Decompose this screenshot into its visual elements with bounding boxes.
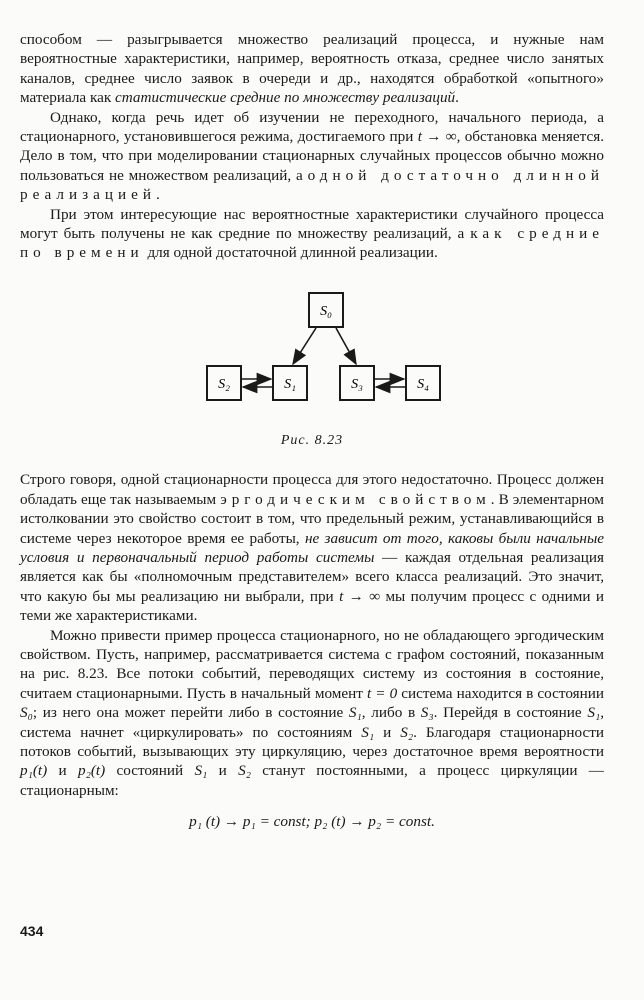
paragraph-4 xyxy=(20,470,604,625)
text-run: и xyxy=(47,762,78,780)
spaced-text: как средние по времени xyxy=(20,225,604,262)
text-run: . Благодаря стационарности потоков событий, вызывающих эту циркуляцию, через достаточное время вероятности xyxy=(20,723,604,760)
text-run: — каждая отдельная реализация является как бы «полномочным представителем» всего класса реализаций. Это значит, что какую бы мы реализацию ни выбрали, при xyxy=(20,548,604,605)
text-run: для одной достаточной длинной реализации. xyxy=(143,244,438,262)
text-run: Можно привести пример процесса стационарного, но не обладающего эргодическим свойством. Пусть, например, рассматривается система с графом состояний, показанным на рис. 8.23. Все потоки событий, переводящих систему из состояния в состояние, считаем стационарными. Пусть в начальный момент xyxy=(20,626,604,702)
math-inline: p₂(t) xyxy=(78,762,106,780)
math-inline: S₀ xyxy=(20,704,33,722)
state-label-s2: S₂ xyxy=(218,376,230,392)
text-run: . В элементарном истолковании это свойство состоит в том, что предельный режим, устанавливающийся в системе через некоторое время ее работы, xyxy=(20,490,604,547)
paragraph-1 xyxy=(20,30,604,108)
math-limit: t → ∞ xyxy=(339,587,381,605)
paragraph-5 xyxy=(20,626,604,801)
text-run: . xyxy=(455,89,459,107)
paragraph-3 xyxy=(20,205,604,263)
spaced-text: эргодическим свойством xyxy=(220,490,491,508)
math-inline: S₁ xyxy=(348,704,362,722)
state-label-s0: S₀ xyxy=(320,303,332,319)
math-inline: S₁ xyxy=(587,704,601,722)
text-run: система находится в состоянии xyxy=(397,684,604,702)
state-label-s4: S₄ xyxy=(417,376,429,392)
text-run: мы получим процесс с одними и теми же характеристиками. xyxy=(20,587,605,625)
arrow-s0-s3 xyxy=(336,328,356,364)
text-run: станут постоянными, а процесс циркуляции — стационарным: xyxy=(20,762,604,799)
text-run: , обстановка меняется. Дело в том, что при моделировании стационарных случайных процессов обычно можно пользоваться не множеством реализаций, а xyxy=(20,128,604,184)
state-graph xyxy=(20,273,604,433)
text-run: . Перейдя в состояние xyxy=(433,704,588,722)
italic-text: не зависит от того, каковы были начальные условия и первоначальный период работы системы xyxy=(20,529,604,566)
state-label-s1: S₁ xyxy=(284,376,296,392)
text-run: состояний xyxy=(105,762,195,780)
text-run: и xyxy=(374,723,401,741)
math-inline: S₁ xyxy=(361,723,375,741)
math-limit: t → ∞ xyxy=(417,128,457,146)
text-run: При этом интересующие нас вероятностные характеристики случайного процесса могут быть получены не как средние по множеству реализаций, а xyxy=(20,205,604,243)
page-text xyxy=(20,30,604,832)
state-label-s3: S₃ xyxy=(351,376,363,392)
text-run: ; из него она может перейти либо в состояние xyxy=(32,704,349,722)
math-inline: t = 0 xyxy=(366,684,398,702)
math-inline: S₃ xyxy=(420,704,434,722)
paragraph-2 xyxy=(20,108,604,205)
text-run: . xyxy=(155,186,160,204)
math-inline: S₂ xyxy=(238,762,251,780)
text-run: и xyxy=(207,762,239,780)
math-inline: p₁(t) xyxy=(20,762,48,780)
math-inline: S₂ xyxy=(400,723,414,741)
math-inline: S₁ xyxy=(194,762,208,780)
italic-text: статистические средние по множеству реализаций xyxy=(115,89,456,107)
spaced-text: одной достаточно длинной реализацией xyxy=(20,166,604,204)
figure-caption: Рис. 8.23 xyxy=(280,432,344,448)
text-run: Однако, когда речь идет об изучении не переходного, начального периода, а стационарного, установившегося режима, достигаемого при xyxy=(20,108,604,146)
text-run: способом — разыгрывается множество реализаций процесса, и нужные нам вероятностные характеристики, например, вероятность отказа, среднее число занятых каналов, среднее число заявок в очереди и др., находятся обработкой «опытного» материала как xyxy=(20,31,604,107)
text-run: Строго говоря, одной стационарности процесса для этого недостаточно. Процесс должен обладать еще так называемым xyxy=(20,471,604,508)
text-run: , система начнет «циркулировать» по состояниям xyxy=(20,704,605,741)
state-graph-figure xyxy=(20,273,604,451)
arrow-s0-s1 xyxy=(293,328,316,364)
text-run: , либо в xyxy=(361,704,421,722)
display-formula: p₁ (t) → p₁ = const; p₂ (t) → p₂ = const. xyxy=(189,813,435,831)
page-number: 434 xyxy=(20,923,44,939)
